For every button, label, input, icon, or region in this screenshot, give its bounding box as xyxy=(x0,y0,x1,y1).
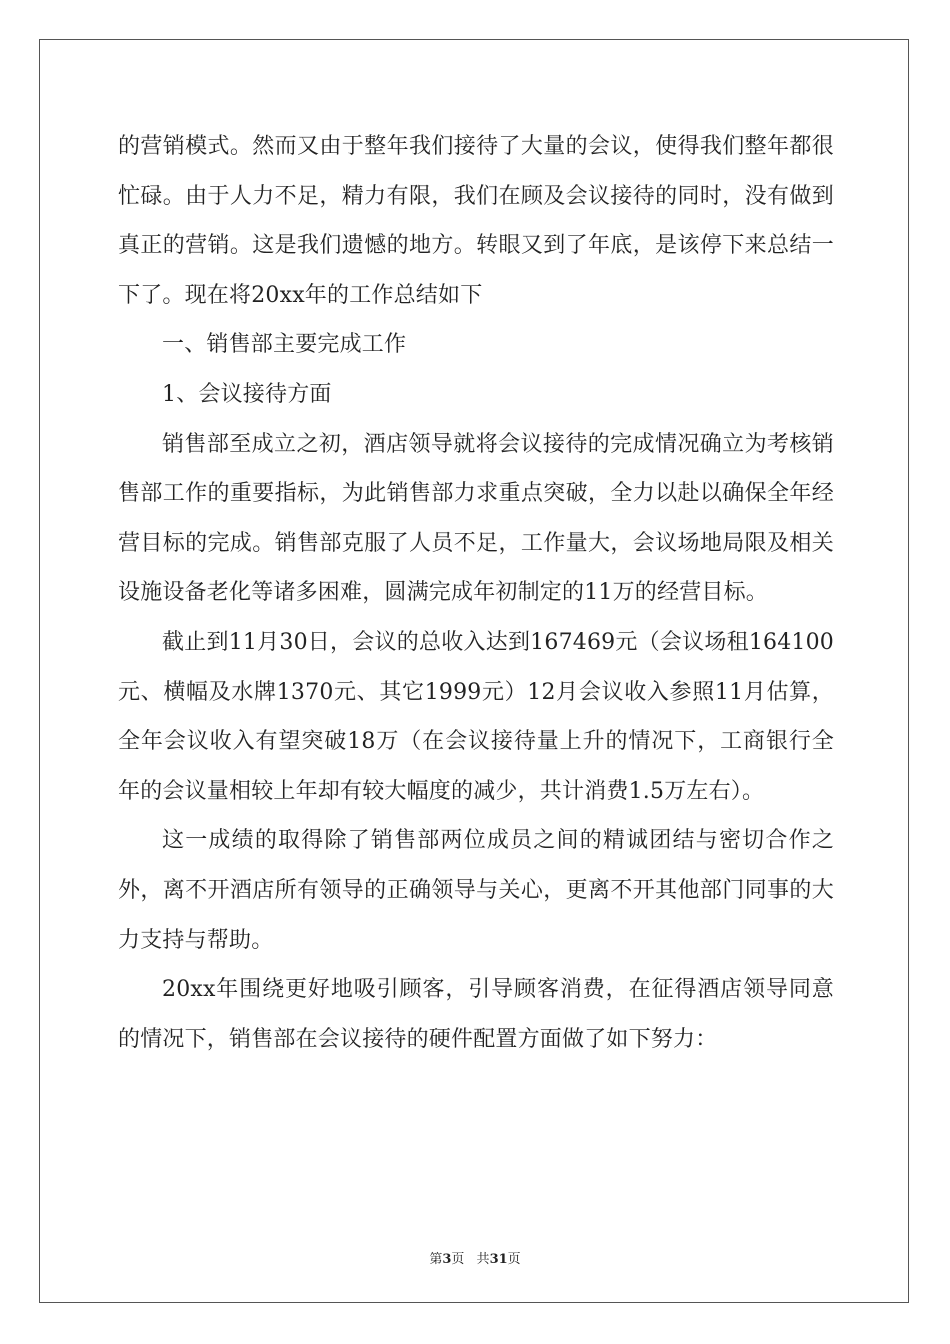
document-body xyxy=(118,122,834,1064)
total-pages: 31 xyxy=(489,1252,508,1267)
paragraph-intro: 的营销模式。然而又由于整年我们接待了大量的会议，使得我们整年都很忙碌。由于人力不足，精力有限，我们在顾及会议接待的同时，没有做到真正的营销。这是我们遗憾的地方。转眼又到了年底，是该停下来总结一下了。现在将20xx年的工作总结如下 xyxy=(118,134,834,308)
total-prefix: 共 xyxy=(476,1252,490,1267)
paragraph-hardware: 20xx年围绕更好地吸引顾客，引导顾客消费，在征得酒店领导同意的情况下，销售部在会议接待的硬件配置方面做了如下努力： xyxy=(118,977,834,1052)
page-suffix: 页 xyxy=(451,1252,465,1267)
total-suffix: 页 xyxy=(507,1252,521,1267)
page-indicator xyxy=(429,1252,464,1267)
paragraph-goal: 销售部至成立之初，酒店领导就将会议接待的完成情况确立为考核销售部工作的重要指标，为此销售部力求重点突破，全力以赴以确保全年经营目标的完成。销售部克服了人员不足，工作量大，会议场地局限及相关设施设备老化等诸多困难，圆满完成年初制定的11万的经营目标。 xyxy=(118,431,834,606)
page-number: 3 xyxy=(442,1252,452,1267)
paragraph-teamwork: 这一成绩的取得除了销售部两位成员之间的精诚团结与密切合作之外，离不开酒店所有领导的正确领导与关心，更离不开其他部门同事的大力支持与帮助。 xyxy=(118,828,834,953)
subsection-heading: 1、会议接待方面 xyxy=(162,381,332,407)
page-prefix: 第 xyxy=(429,1252,443,1267)
paragraph-revenue: 截止到11月30日，会议的总收入达到167469元（会议场租164100元、横幅及水牌1370元、其它1999元）12月会议收入参照11月估算，全年会议收入有望突破18万（在会议接待量上升的情况下，工商银行全年的会议量相较上年却有较大幅度的减少，共计消费1.5万左右）。 xyxy=(118,629,834,804)
total-indicator xyxy=(477,1252,521,1267)
section-heading: 一、销售部主要完成工作 xyxy=(162,332,407,358)
page-footer xyxy=(0,1248,950,1267)
